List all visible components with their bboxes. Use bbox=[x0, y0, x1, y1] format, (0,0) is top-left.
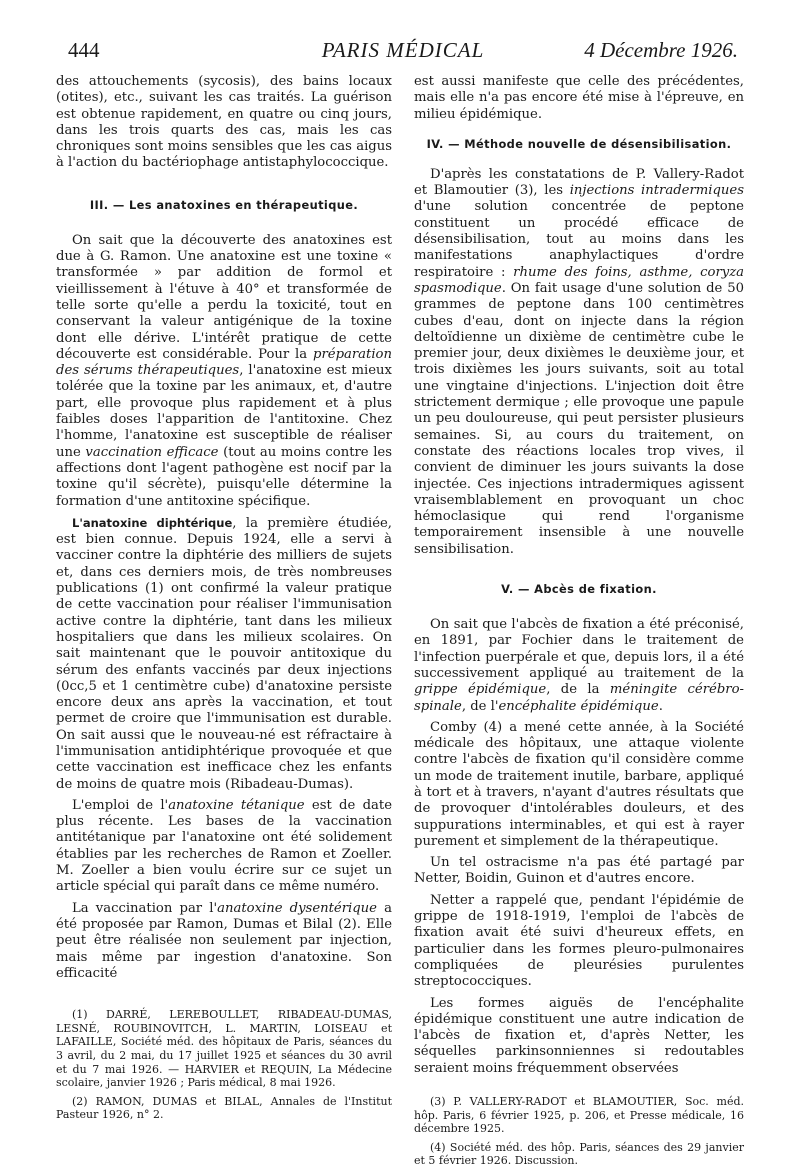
section-heading-iii: III. — Les anatoxines en thérapeutique. bbox=[89, 197, 359, 212]
section-heading-iv: IV. — Méthode nouvelle de désensibilisation. bbox=[426, 136, 732, 151]
paragraph: L'emploi de l'anatoxine tétanique est de date plus récente. Les bases de la vaccination antitétanique par l'anatoxine ont été solidement établies par les recherches de Ramon et Zoeller. M. Zoeller a bien voulu écrire sur ce sujet un article spécial qui paraît dans ce même numéro. bbox=[56, 797, 392, 895]
paragraph: des attouchements (sycosis), des bains locaux (otites), etc., suivant les cas traités. La guérison est obtenue rapidement, en quatre ou cinq jours, dans les trois quarts des cas, mais les cas chroniques sont moins sensibles que les cas aigus à l'action du bactériophage antistaphylococcique. bbox=[56, 74, 392, 171]
paragraph: est aussi manifeste que celle des précédentes, mais elle n'a pas encore été mise à l'épreuve, en milieu épidémique. bbox=[414, 74, 744, 122]
footnote: (4) Société méd. des hôp. Paris, séances des 29 janvier et 5 février 1926. Discussion. bbox=[414, 1140, 744, 1168]
right-column bbox=[414, 74, 744, 1168]
paragraph: L'anatoxine diphtérique, la première étudiée, est bien connue. Depuis 1924, elle a servi à vacciner contre la diphtérie des milliers de sujets et, dans ces derniers mois, de très nombreuses publications (1) ont confirmé la valeur pratique de cette vaccination pour réaliser l'immunisation active contre la diphtérie, tant dans les milieux hospitaliers que dans les milieux scolaires. On sait maintenant que le pouvoir antitoxique du sérum des enfants vaccinés par deux injections (0cc,5 et 1 centimètre cube) d'anatoxine persiste encore deux ans après la vaccination, et tout permet de croire que l'immunisation est durable. On sait aussi que le nouveau-né est réfractaire à l'immunisation antidiphtérique provoquée et que cette vaccination est inefficace chez les enfants de moins de quatre mois (Ribadeau-Dumas). bbox=[56, 515, 392, 792]
left-column bbox=[56, 74, 392, 1122]
paragraph: La vaccination par l'anatoxine dysentérique a été proposée par Ramon, Dumas et Bilal (2). Elle peut être réalisée non seulement par injection, mais même par ingestion d'anatoxine. Son efficacité bbox=[56, 900, 392, 981]
paragraph: D'après les constatations de P. Vallery-Radot et Blamoutier (3), les injections intradermiques d'une solution concentrée de peptone constituent un procédé efficace de désensibilisation, tout au moins dans les manifestations anaphylactiques d'ordre respiratoire : rhume des foins, asthme, coryza spasmodique. On fait usage d'une solution de 50 grammes de peptone dans 100 centimètres cubes d'eau, dont on injecte dans la région deltoïdienne un dixième de centimètre cube le premier jour, deux dixièmes le deuxième jour, et trois dixièmes les jours suivants, soit au total une vingtaine d'injections. L'injection doit être strictement dermique ; elle provoque une papule un peu douloureuse, qui peut persister plusieurs semaines. Si, au cours du traitement, on constate des réactions locales trop vives, il convient de diminuer les jours suivants la dose injectée. Ces injections intradermiques agissent vraisemblablement en provoquant un choc hémoclasique qui rend l'organisme temporairement insensible à une nouvelle sensibilisation. bbox=[414, 166, 745, 557]
footnotes bbox=[414, 1095, 744, 1168]
issue-date: 4 Décembre 1926. bbox=[584, 38, 738, 62]
section-heading-v: V. — Abcès de fixation. bbox=[501, 582, 657, 597]
footnote: (3) P. VALLERY-RADOT et BLAMOUTIER, Soc. méd. hôp. Paris, 6 février 1925, p. 206, et Presse médicale, 16 décembre 1925. bbox=[414, 1095, 744, 1136]
page-header bbox=[68, 38, 738, 68]
paragraph: On sait que la découverte des anatoxines est due à G. Ramon. Une anatoxine est une toxine « transformée » par addition de formol et vieillissement à l'étuve à 40° et transformée de telle sorte qu'elle a perdu la toxicité, tout en conservant la valeur antigénique de la toxine dont elle dérive. L'intérêt pratique de cette découverte est considérable. Pour la préparation des sérums thérapeutiques, l'anatoxine est mieux tolérée que la toxine par les animaux, et, d'autre part, elle provoque plus rapidement et à plus faibles doses l'apparition de l'antitoxine. Chez l'homme, l'anatoxine est susceptible de réaliser une vaccination efficace (tout au moins contre les affections dont l'agent pathogène est nocif par la toxine qu'il sécrète), puisqu'elle détermine la formation d'une antitoxine spécifique. bbox=[56, 232, 393, 509]
paragraph: Comby (4) a mené cette année, à la Société médicale des hôpitaux, une attaque violente contre l'abcès de fixation qu'il considère comme un mode de traitement inutile, barbare, appliqué à tort et à travers, n'ayant d'autres résultats que de provoquer d'intolérables douleurs, et des suppurations interminables, et qui est à rayer purement et simplement de la thérapeutique. bbox=[414, 719, 744, 849]
paragraph: Netter a rappelé que, pendant l'épidémie de grippe de 1918-1919, l'emploi de l'abcès de fixation avait été suivi d'heureux effets, en particulier dans les formes pleuro-pulmonaires compliquées de pleurésies purulentes streptococciques. bbox=[414, 892, 744, 990]
footnote: (1) DARRÉ, LEREBOULLET, RIBADEAU-DUMAS, LESNÉ, ROUBINOVITCH, L. MARTIN, LOISEAU et LAFAILLE, Société méd. des hôpitaux de Paris, séances du 3 avril, du 2 mai, du 17 juillet 1925 et séances du 30 avril et du 7 mai 1926. — HARVIER et REQUIN, La Médecine scolaire, janvier 1926 ; Paris médical, 8 mai 1926. bbox=[56, 1008, 392, 1090]
page-number: 444 bbox=[68, 38, 100, 62]
paragraph: Un tel ostracisme n'a pas été partagé par Netter, Boidin, Guinon et d'autres encore. bbox=[414, 855, 744, 887]
footnote: (2) RAMON, DUMAS et BILAL, Annales de l'Institut Pasteur 1926, n° 2. bbox=[56, 1094, 392, 1122]
paragraph: Les formes aiguës de l'encéphalite épidémique constituent une autre indication de l'abcès de fixation et, d'après Netter, les séquelles parkinsonniennes si redoutables seraient moins fréquemment observées bbox=[414, 995, 744, 1076]
journal-title: PARIS MÉDICAL bbox=[321, 38, 485, 62]
paragraph: On sait que l'abcès de fixation a été préconisé, en 1891, par Fochier dans le traitement de l'infection puerpérale et que, depuis lors, il a été successivement appliqué au traitement de la grippe épidémique, de la méningite cérébro-spinale, de l'encéphalite épidémique. bbox=[414, 617, 744, 714]
footnotes bbox=[56, 1008, 392, 1122]
